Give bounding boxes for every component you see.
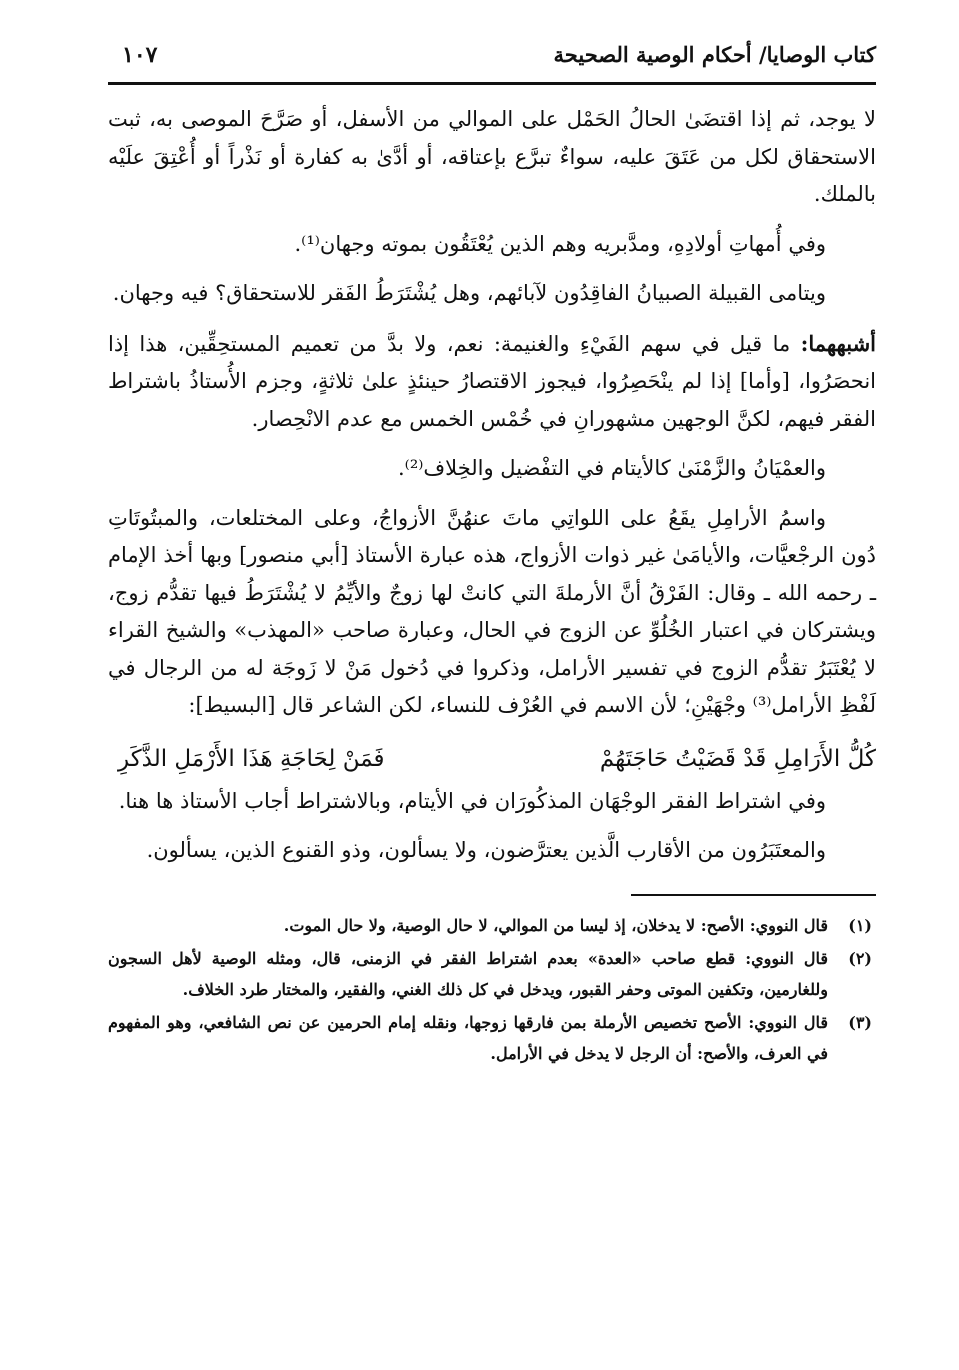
paragraph: وفي اشتراط الفقر الوجْهَان المذكُورَان في الأيتام، وبالاشتراط أجاب الأستاذ ها هنا.	[118, 788, 826, 813]
running-title: كتاب الوصايا/ أحكام الوصية الصحيحة	[553, 42, 876, 67]
footnote-number: (٢)	[848, 948, 872, 968]
page-number: ١٠٧	[122, 42, 158, 68]
footnote-text: قال النووي: قطع صاحب «العدة» بعدم اشتراط الفقر في الزمنى، قال، ومثله الوصية لأهل السجون وللغارمين، وتكفين الموتى وحفر القبور، ويدخل في كل ذلك الغني، والفقير، والمختار طرد الخلاف.	[108, 948, 828, 999]
paragraph: لا يوجد، ثم إذا اقتضَىٰ الحالُ الحَمْل على الموالي من الأسفل، أو صَرَّحَ الموصى به، ثبت الاستحقاق لكل من عَتَقَ عليه، سواءٌ تبرَّع بإعتاقه، أو أدَّىٰ به كفارة أو نَذْراً أو أُعْتِقَ علَيْه بالملك.	[108, 107, 876, 206]
footnote-text: قال النووي: الأصح تخصيص الأرملة بمن فارقها زوجها، ونقله إمام الحرمين عن نص الشافعي، وهو المفهوم في العرف، والأصح: أن الرجل لا يدخل في الأرامل.	[108, 1012, 828, 1063]
footnote-text: قال النووي: الأصح: لا يدخلان، إذ ليسا من الموالي، لا حال الوصية، ولا حال الموت.	[283, 915, 828, 935]
paragraph: والعمْيَانُ والزَّمْنَىٰ كالأيتام في التفْضيل والخِلاف⁽²⁾.	[397, 456, 826, 480]
book-page	[108, 30, 876, 1071]
footnote	[108, 910, 876, 941]
footnote	[108, 943, 876, 1005]
paragraph: وفي أُمهاتِ أولادِهِ، ومدَّبريه وهم الذين يُعْتَقُون بموته وجهان⁽¹⁾.	[294, 231, 826, 256]
paragraph-lead: أشبههما:	[800, 330, 876, 356]
paragraph-body: ما قيل في سهم الفَيْءِ والغنيمة: نعم، ولا بدَّ من تعميم المستحِقِّين، هذا إذا انحصَرُوا، [وأما] إذا لم ينْحَصِرُوا، فيجوز الاقتصارُ حينئذٍ علىٰ ثلاثةٍ، وجزم الأُستاذُ باشتراط الفقر فيهم، لكنَّ الوجهين مشهورانِ في خُمْس الخمس مع عدم الانْحِصار.	[108, 331, 876, 431]
footnotes	[108, 910, 876, 1069]
footnote-number: (١)	[848, 915, 872, 935]
paragraph: واسمُ الأرامِلِ يقَعُ على اللواتِي ماتَ عنهُنَّ الأزواجُ، وعلى المختلعات، والمبتُوتَاتِ دُون الرجْعيَّات، والأيامَىٰ غير ذوات الأزواج، هذه عبارة الأستاذ [أبي منصور] وبها أخذ الإمام ـ رحمه الله ـ وقال: الفَرْقُ أنَّ الأرملةَ التي كانتْ لها زوجٌ والأيِّمُ لا يُشْتَرَطُ فيها تقدُّم زوج، ويشتركان في اعتبار الخُلُوِّ عن الزوج في الحال، وعبارة صاحب «المهذب» والشيخ القراء لا يُعْتَبَرُ تقدُّم الزوج في تفسير الأرامل، وذكروا في دُخول مَنْ لا زَوجَة له من الرجال في لَفْظِ الأرامل⁽³⁾ وجْهَيْنِ؛ لأن الاسم في العُرْف للنساء، لكن الشاعر قال [البسيط]:	[108, 505, 876, 717]
main-text	[108, 101, 876, 870]
footnote-number: (٣)	[848, 1012, 872, 1032]
paragraph: والمعتَبَرُون من الأقارب الَّذين يعترَّضون، ولا يسألون، وذو القنوع الذين، يسألون.	[146, 838, 826, 862]
footnote-separator	[631, 894, 876, 896]
verse-first-hemistich: كُلُّ الأَرَامِلِ قَدْ قَضَيْتُ حَاجَتَهُمْ	[599, 745, 876, 772]
footnote	[108, 1007, 876, 1069]
paragraph: ويتامى القبيلة الصبيانُ الفاقِدُون لآبائهم، وهل يُشْتَرَطُ الفَقر للاستحقاق؟ فيه وجهان.	[112, 281, 826, 305]
poetry-verse	[108, 737, 876, 781]
page-header	[108, 30, 876, 85]
verse-second-hemistich: فَمَنْ لِحَاجَةِ هَذَا الأَرْمَلِ الذَّكَرِ	[118, 745, 385, 772]
paragraph	[108, 325, 876, 439]
